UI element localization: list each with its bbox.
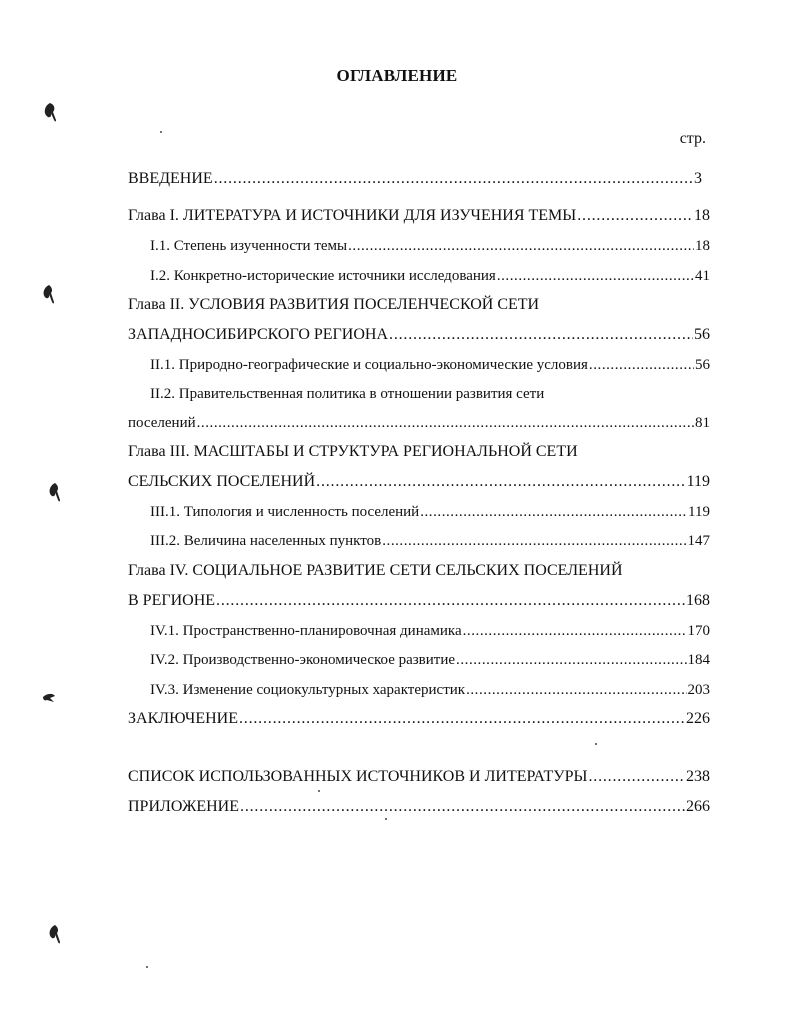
leader-dots: [463, 620, 687, 642]
toc-entry-text: ЗАКЛЮЧЕНИЕ: [128, 710, 238, 727]
scan-speck: [595, 743, 597, 745]
leader-dots: [497, 265, 694, 287]
toc-entry-text: ЗАПАДНОСИБИРСКОГО РЕГИОНА: [128, 326, 389, 343]
toc-entry-appendix: [128, 796, 710, 818]
toc-page-number: 18: [694, 207, 710, 224]
scan-speck: [160, 131, 162, 133]
leader-dots: [389, 324, 693, 346]
toc-page-number: 41: [695, 268, 710, 284]
leader-dots: [382, 530, 686, 552]
toc-entry-section-4-2: [150, 649, 710, 671]
toc-page-number: 170: [687, 623, 710, 639]
toc-entry-chapter-4-line-2: [128, 590, 710, 612]
leader-dots: [214, 168, 693, 190]
leader-dots: [466, 679, 686, 701]
toc-entry-text: III.2. Величина населенных пунктов: [150, 533, 382, 549]
toc-entry-text: IV.1. Пространственно-планировочная динамика: [150, 623, 462, 639]
leader-dots: [589, 354, 694, 376]
toc-page-number: 203: [687, 682, 710, 698]
scan-speck: [318, 790, 320, 792]
toc-entry-sources: [128, 766, 710, 788]
toc-entry-text: ПРИЛОЖЕНИЕ: [128, 798, 240, 815]
leader-dots: [420, 501, 687, 523]
toc-entry-section-4-1: [150, 620, 710, 642]
toc-entry-section-1-1: [150, 235, 710, 257]
leader-dots: [588, 766, 685, 788]
toc-entry-section-2-1: [150, 354, 710, 376]
scan-speck: [385, 818, 387, 820]
binding-hole-mark-icon: [38, 685, 60, 711]
leader-dots: [348, 235, 694, 257]
toc-page-number: 56: [694, 326, 710, 343]
toc-page-number: 168: [686, 592, 710, 609]
toc-page-number: 18: [695, 238, 710, 254]
toc-page-number: 81: [695, 415, 710, 431]
toc-entry-chapter-1: [128, 205, 710, 227]
toc-entry-text: I.2. Конкретно-исторические источники исследования: [150, 268, 496, 284]
leader-dots: [577, 205, 693, 227]
toc-entry-text: СЕЛЬСКИХ ПОСЕЛЕНИЙ: [128, 473, 316, 490]
toc-entry-text: Глава I. ЛИТЕРАТУРА И ИСТОЧНИКИ ДЛЯ ИЗУЧЕНИЯ ТЕМЫ: [128, 207, 577, 224]
binding-hole-mark-icon: [38, 282, 60, 308]
toc-entry-section-3-1: [150, 501, 710, 523]
leader-dots: [197, 412, 694, 434]
toc-page-number: 56: [695, 357, 710, 373]
toc-page-number: 226: [686, 710, 710, 727]
toc-entry-introduction: [128, 168, 702, 190]
leader-dots: [239, 708, 685, 730]
binding-hole-mark-icon: [44, 480, 66, 506]
toc-entry-section-2-2-line-2: [128, 412, 710, 434]
toc-page-number: 266: [686, 798, 710, 815]
toc-entry-text: Глава III. МАСШТАБЫ И СТРУКТУРА РЕГИОНАЛЬНОЙ СЕТИ: [128, 443, 578, 460]
toc-page-number: 147: [687, 533, 710, 549]
toc-entry-section-3-2: [150, 530, 710, 552]
toc-entry-text: II.2. Правительственная политика в отношении развития сети: [150, 386, 545, 402]
toc-entry-chapter-3-line-1: [128, 441, 710, 463]
toc-entry-text: IV.3. Изменение социокультурных характеристик: [150, 682, 466, 698]
toc-entry-text: IV.2. Производственно-экономическое развитие: [150, 652, 456, 668]
toc-entry-text: Глава IV. СОЦИАЛЬНОЕ РАЗВИТИЕ СЕТИ СЕЛЬСКИХ ПОСЕЛЕНИЙ: [128, 562, 623, 579]
toc-entry-chapter-4-line-1: [128, 560, 710, 582]
binding-hole-mark-icon: [44, 922, 66, 948]
toc-entry-text: поселений: [128, 415, 196, 431]
toc-page-number: 3: [694, 170, 702, 187]
toc-page-number: 184: [687, 652, 710, 668]
toc-entry-text: I.1. Степень изученности темы: [150, 238, 348, 254]
leader-dots: [316, 471, 685, 493]
toc-entry-text: В РЕГИОНЕ: [128, 592, 216, 609]
leader-dots: [216, 590, 685, 612]
toc-entry-section-4-3: [150, 679, 710, 701]
toc-entry-text: ВВЕДЕНИЕ: [128, 170, 213, 187]
toc-entry-chapter-2-line-1: [128, 294, 710, 316]
toc-entry-chapter-2-line-2: [128, 324, 710, 346]
leader-dots: [456, 649, 686, 671]
toc-entry-section-2-2-line-1: [150, 383, 710, 405]
scan-speck: [146, 966, 148, 968]
toc-entry-text: СПИСОК ИСПОЛЬЗОВАННЫХ ИСТОЧНИКОВ И ЛИТЕРАТУРЫ: [128, 768, 588, 785]
toc-entry-text: III.1. Типология и численность поселений: [150, 504, 420, 520]
document-title: ОГЛАВЛЕНИЕ: [336, 66, 458, 85]
toc-entry-text: Глава II. УСЛОВИЯ РАЗВИТИЯ ПОСЕЛЕНЧЕСКОЙ СЕТИ: [128, 296, 540, 313]
leader-dots: [240, 796, 685, 818]
page-column-label: стр.: [679, 130, 706, 147]
toc-entry-text: II.1. Природно-географические и социально-экономические условия: [150, 357, 588, 373]
toc-page-number: 119: [688, 504, 710, 520]
binding-hole-mark-icon: [40, 100, 62, 126]
toc-page-number: 238: [686, 768, 710, 785]
toc-page-number: 119: [686, 473, 710, 490]
toc-entry-conclusion: [128, 708, 710, 730]
toc-entry-section-1-2: [150, 265, 710, 287]
toc-entry-chapter-3-line-2: [128, 471, 710, 493]
